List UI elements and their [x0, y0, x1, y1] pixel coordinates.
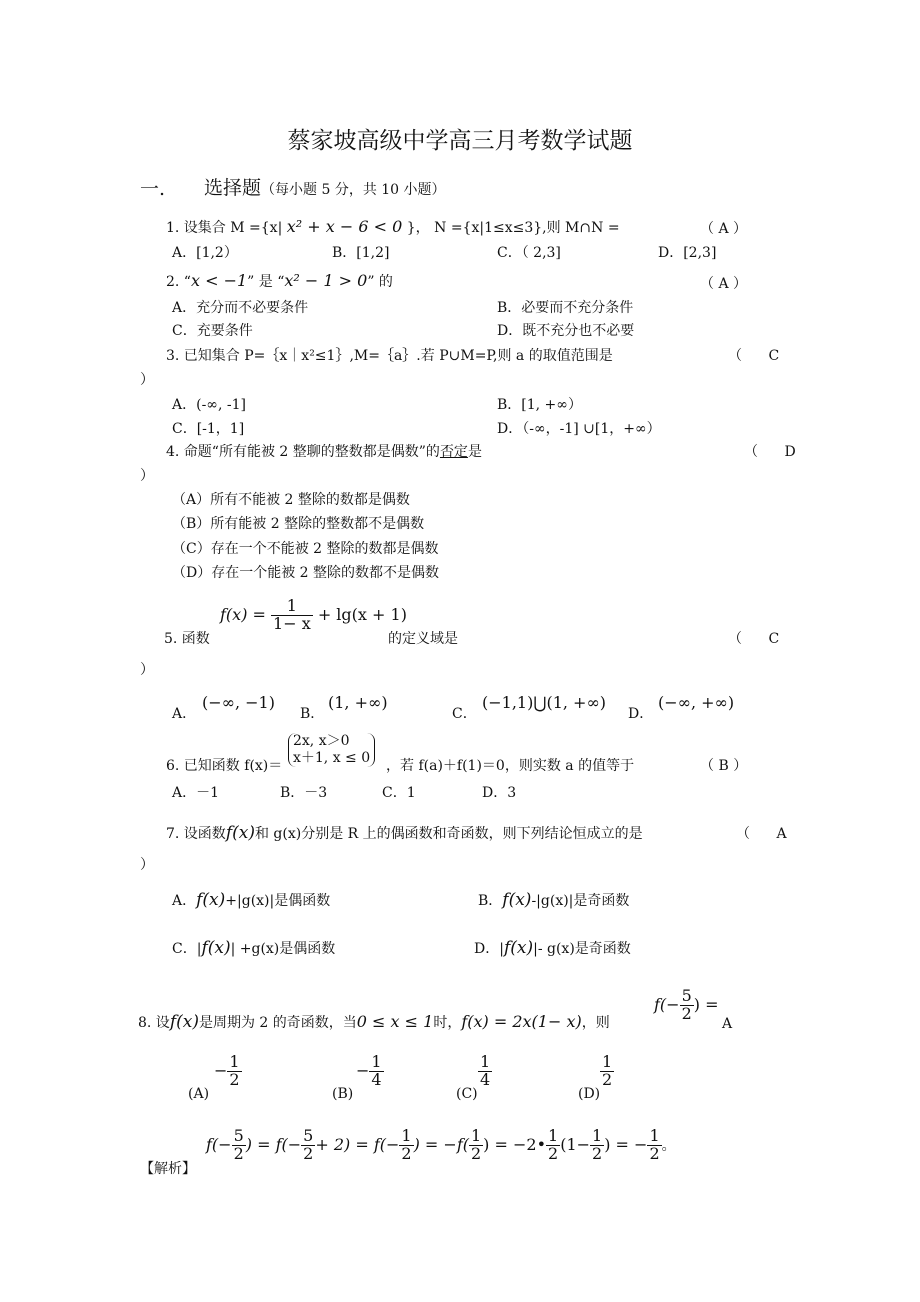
q8-option-b-num: 1 — [371, 1052, 382, 1071]
q8-option-b-value — [356, 1054, 384, 1089]
question-5-answer: （ C — [728, 631, 780, 647]
q7-option-d-text: |- g(x)是奇函数 — [533, 941, 631, 957]
q2-stem-b: ” 是 “ — [247, 274, 285, 290]
q8-option-d-label: (D) — [578, 1086, 601, 1102]
q8-cond: 0 ≤ x ≤ 1 — [356, 1012, 434, 1031]
q2-stem-a: 2. “ — [166, 274, 191, 290]
q1-stem-a: 1. 设集合 M ={x| — [166, 220, 283, 236]
q7-option-c — [172, 938, 335, 958]
q5-option-c-label: C． — [452, 706, 477, 722]
q8-option-b-den: 4 — [371, 1069, 382, 1089]
section-note: （每小题 5 分，共 10 小题） — [261, 182, 446, 198]
q6-case-1: 2x, x＞0 — [293, 733, 350, 749]
q8-option-d-frac — [600, 1054, 614, 1089]
analysis-s1: f(− — [206, 1134, 232, 1154]
q8-option-d-value — [600, 1054, 614, 1089]
question-3-stem: 3. 已知集合 P=｛x｜x²≤1｝,M=｛a｝.若 P∪M=P,则 a 的取值范围是 — [166, 348, 613, 364]
question-5-stem-b: 的定义域是 — [388, 631, 458, 647]
q1-stem-b: }， N ={x|1≤x≤3},则 M∩N = — [406, 220, 620, 236]
q7-option-b-fx: f(x) — [502, 890, 532, 910]
analysis-frac-4 — [469, 1128, 483, 1163]
q7-option-a-fx: f(x) — [196, 890, 226, 910]
analysis-frac-5-den: 2 — [548, 1143, 559, 1163]
analysis-frac-6-num: 1 — [592, 1126, 603, 1145]
q4-stem-underlined: 否定 — [439, 444, 468, 460]
q1-expr: x² + x − 6 < 0 — [286, 217, 403, 236]
q4-stem-b: 是 — [467, 444, 482, 460]
analysis-frac-3 — [399, 1128, 413, 1163]
question-5-stem-a: 5. 函数 — [164, 631, 210, 647]
q2-option-b: B．必要而不充分条件 — [497, 300, 634, 316]
q8-stem-b: 是周期为 2 的奇函数，当 — [198, 1015, 357, 1031]
question-7-answer: （ A — [736, 826, 787, 842]
analysis-s5: ) = −2• — [483, 1134, 547, 1154]
q8-option-b-frac — [369, 1054, 383, 1089]
q8-option-c-value — [478, 1054, 492, 1089]
analysis-frac-7 — [647, 1128, 661, 1163]
q6-option-d: D．3 — [482, 785, 517, 801]
q8-option-d-den: 2 — [602, 1069, 613, 1089]
q8-ask — [654, 988, 719, 1023]
analysis-frac-1-den: 2 — [233, 1143, 244, 1163]
question-6-stem-a: 6. 已知函数 f(x)＝ — [166, 758, 283, 774]
q8-ask-b: ) = — [693, 994, 719, 1014]
q2-option-a: A．充分而不必要条件 — [172, 300, 309, 316]
q7-option-b — [478, 890, 629, 910]
section-title — [204, 173, 446, 200]
question-3-answer: （ C — [728, 348, 780, 364]
q6-option-b: B．－3 — [280, 785, 328, 801]
q7-stem-a: 7. 设函数 — [166, 826, 226, 842]
q6-piecewise — [288, 733, 375, 767]
q5-option-d-expr: (−∞, +∞) — [658, 693, 735, 712]
q4-option-d: （D）存在一个能被 2 整除的数都不是偶数 — [172, 565, 440, 581]
q4-stem-a: 4. 命题“所有能被 2 整聊的整数都是偶数”的 — [166, 444, 440, 460]
analysis-frac-2-num: 5 — [303, 1126, 314, 1145]
section-number: 一. — [140, 178, 166, 200]
q5-num: 1 — [271, 598, 313, 616]
q7-option-b-label: B． — [478, 893, 503, 909]
q8-ask-a: f(− — [654, 994, 680, 1014]
q4-option-a: （A）所有不能被 2 整除的数都是偶数 — [172, 492, 410, 508]
q1-option-b: B．[1,2] — [332, 245, 390, 261]
q7-option-b-text: -|g(x)|是奇函数 — [531, 893, 630, 909]
analysis-frac-2-den: 2 — [303, 1143, 314, 1163]
question-4-stem — [166, 441, 482, 461]
q5-option-a-expr: (−∞, −1) — [202, 693, 275, 712]
q8-fx: f(x) — [169, 1012, 199, 1032]
question-5-answer-close: ） — [140, 662, 154, 678]
q2-expr2: x² − 1 > 0 — [284, 271, 368, 290]
q8-option-c-den: 4 — [480, 1069, 491, 1089]
q8-option-c-frac — [478, 1054, 492, 1089]
analysis-end: 。 — [661, 1137, 676, 1154]
q7-option-a-label: A． — [172, 893, 197, 909]
q8-ask-den: 2 — [681, 1003, 692, 1023]
q8-stem-d: ，则 — [581, 1015, 610, 1031]
analysis-frac-3-den: 2 — [401, 1143, 412, 1163]
analysis-s6: (1− — [560, 1134, 591, 1154]
q8-option-a-frac — [227, 1054, 241, 1089]
q8-option-a-den: 2 — [229, 1069, 240, 1089]
q5-fx: f(x) = — [220, 604, 266, 624]
q7-option-a-text: +|g(x)|是偶函数 — [225, 893, 331, 909]
q5-tail: + lg(x + 1) — [317, 604, 407, 624]
question-8-answer: A — [722, 1016, 733, 1032]
question-7-answer-close: ） — [140, 857, 154, 873]
question-4-answer: （ D — [744, 444, 796, 460]
analysis-frac-7-den: 2 — [649, 1143, 660, 1163]
q7-option-d — [474, 938, 631, 958]
q7-option-c-label: C．| — [172, 941, 202, 957]
q6-case-2: x＋1, x ≤ 0 — [293, 749, 371, 766]
q6-option-a: A．－1 — [172, 785, 220, 801]
q7-option-c-fx: f(x) — [201, 938, 231, 958]
q5-fraction — [271, 598, 313, 633]
analysis-s7: ) = − — [604, 1134, 648, 1154]
analysis-formula — [206, 1128, 676, 1163]
q3-option-b: B．[1, +∞） — [497, 397, 582, 413]
analysis-frac-6 — [590, 1128, 604, 1163]
q8-stem-c: 时， — [433, 1015, 462, 1031]
q6-option-c: C．1 — [382, 785, 416, 801]
question-2-answer: （ A ） — [700, 276, 748, 292]
analysis-frac-1-num: 5 — [233, 1126, 244, 1145]
q3-option-a: A．(-∞, -1] — [172, 397, 246, 413]
q5-option-c-expr: (−1,1)⋃(1, +∞) — [482, 693, 607, 712]
section-title-text: 选择题 — [204, 177, 262, 199]
q1-option-c: C．（ 2,3] — [497, 245, 561, 261]
q8-option-b-sign: − — [356, 1060, 370, 1080]
q1-option-a: A．[1,2） — [172, 245, 238, 261]
analysis-frac-2 — [301, 1128, 315, 1163]
q5-formula — [220, 598, 407, 633]
q8-option-a-sign: − — [214, 1060, 228, 1080]
analysis-frac-4-den: 2 — [470, 1143, 482, 1163]
analysis-s4: ) = −f( — [413, 1134, 469, 1154]
q7-option-c-text: | +g(x)是偶函数 — [230, 941, 336, 957]
q8-def: f(x) = 2x(1− x) — [461, 1012, 582, 1031]
q7-stem-b: 和 g(x)分别是 R 上的偶函数和奇函数，则下列结论恒成立的是 — [254, 826, 643, 842]
q6-cases — [288, 733, 375, 767]
q5-den: 1− x — [273, 613, 311, 633]
q2-stem-c: ” 的 — [367, 274, 393, 290]
analysis-s2: ) = f(− — [245, 1134, 302, 1154]
question-7-stem — [166, 823, 643, 843]
analysis-frac-5-num: 1 — [548, 1126, 559, 1145]
q1-option-d: D．[2,3] — [658, 245, 717, 261]
q8-option-c-label: (C) — [456, 1086, 478, 1102]
analysis-frac-4-num: 1 — [470, 1126, 482, 1145]
q8-option-a-value — [214, 1054, 242, 1089]
question-8-stem — [138, 1012, 610, 1032]
q7-fx: f(x) — [225, 823, 255, 843]
page-title: 蔡家坡高级中学高三月考数学试题 — [287, 128, 633, 154]
q5-option-d-label: D． — [628, 706, 654, 722]
q7-option-a — [172, 890, 330, 910]
q8-ask-fraction — [680, 988, 694, 1023]
question-6-answer: （ B ） — [700, 758, 748, 774]
question-3-answer-close: ） — [140, 372, 154, 388]
q8-option-c-num: 1 — [480, 1052, 491, 1071]
question-2-stem — [166, 271, 393, 291]
analysis-frac-1 — [232, 1128, 246, 1163]
q8-option-a-label: (A) — [188, 1086, 210, 1102]
question-1-answer: （ A ） — [700, 221, 748, 237]
q3-option-d: D．（-∞，-1] ∪[1，+∞） — [497, 421, 661, 437]
question-1-stem — [166, 217, 620, 237]
q5-option-b-expr: (1, +∞) — [328, 693, 388, 712]
q4-option-c: （C）存在一个不能被 2 整除的数都是偶数 — [172, 541, 439, 557]
analysis-frac-7-num: 1 — [649, 1126, 660, 1145]
q5-option-a-label: A． — [172, 706, 197, 722]
q8-option-a-num: 1 — [229, 1052, 240, 1071]
analysis-frac-6-den: 2 — [592, 1143, 603, 1163]
analysis-frac-5 — [546, 1128, 560, 1163]
q8-option-d-num: 1 — [602, 1052, 613, 1071]
q8-ask-num: 5 — [681, 986, 692, 1005]
q2-option-d: D．既不充分也不必要 — [497, 323, 635, 339]
q3-option-c: C．[-1，1] — [172, 421, 245, 437]
q5-option-b-label: B． — [300, 706, 325, 722]
q7-option-d-label: D．| — [474, 941, 504, 957]
q2-option-c: C．充要条件 — [172, 323, 253, 339]
analysis-s3: + 2) = f(− — [315, 1134, 400, 1154]
analysis-label: 【解析】 — [140, 1161, 196, 1177]
q4-option-b: （B）所有能被 2 整除的整数都不是偶数 — [172, 516, 425, 532]
q2-expr1: x < −1 — [190, 271, 248, 290]
q7-option-d-fx: f(x) — [503, 938, 534, 958]
q8-option-b-label: (B) — [332, 1086, 354, 1102]
q8-stem-a: 8. 设 — [138, 1015, 170, 1031]
analysis-frac-3-num: 1 — [401, 1126, 412, 1145]
question-6-stem-b: ，若 f(a)＋f(1)＝0，则实数 a 的值等于 — [386, 758, 635, 774]
question-4-answer-close: ） — [140, 468, 154, 484]
